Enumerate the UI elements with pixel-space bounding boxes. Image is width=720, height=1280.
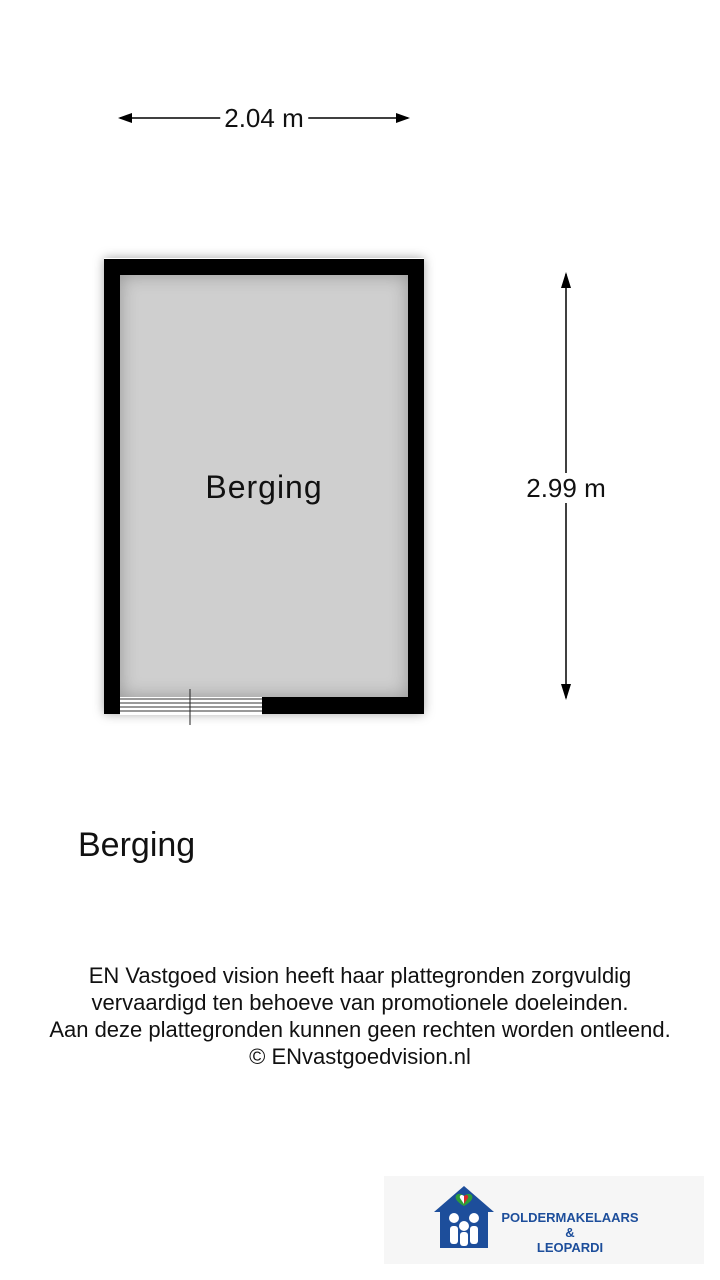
room-label: Berging <box>205 469 323 505</box>
logo-line-2: & <box>565 1225 575 1240</box>
disclaimer-line: Aan deze plattegronden kunnen geen rechten worden ontleend. <box>49 1017 671 1042</box>
width-dimension-label: 2.04 m <box>220 103 308 133</box>
height-dimension-label: 2.99 m <box>522 473 610 503</box>
floor-name: Berging <box>78 826 196 864</box>
logo-text <box>492 1210 648 1255</box>
disclaimer <box>0 962 720 1070</box>
house-logo-icon <box>432 1184 496 1250</box>
logo-line-3: LEOPARDI <box>536 1240 604 1255</box>
disclaimer-line: EN Vastgoed vision heeft haar plattegronden zorgvuldig <box>88 963 632 988</box>
copyright-line: © ENvastgoedvision.nl <box>249 1044 471 1069</box>
logo-line-1: POLDERMAKELAARS <box>501 1210 639 1225</box>
disclaimer-line: vervaardigd ten behoeve van promotionele doeleinden. <box>91 990 629 1015</box>
sliding-door-symbol <box>118 688 264 726</box>
